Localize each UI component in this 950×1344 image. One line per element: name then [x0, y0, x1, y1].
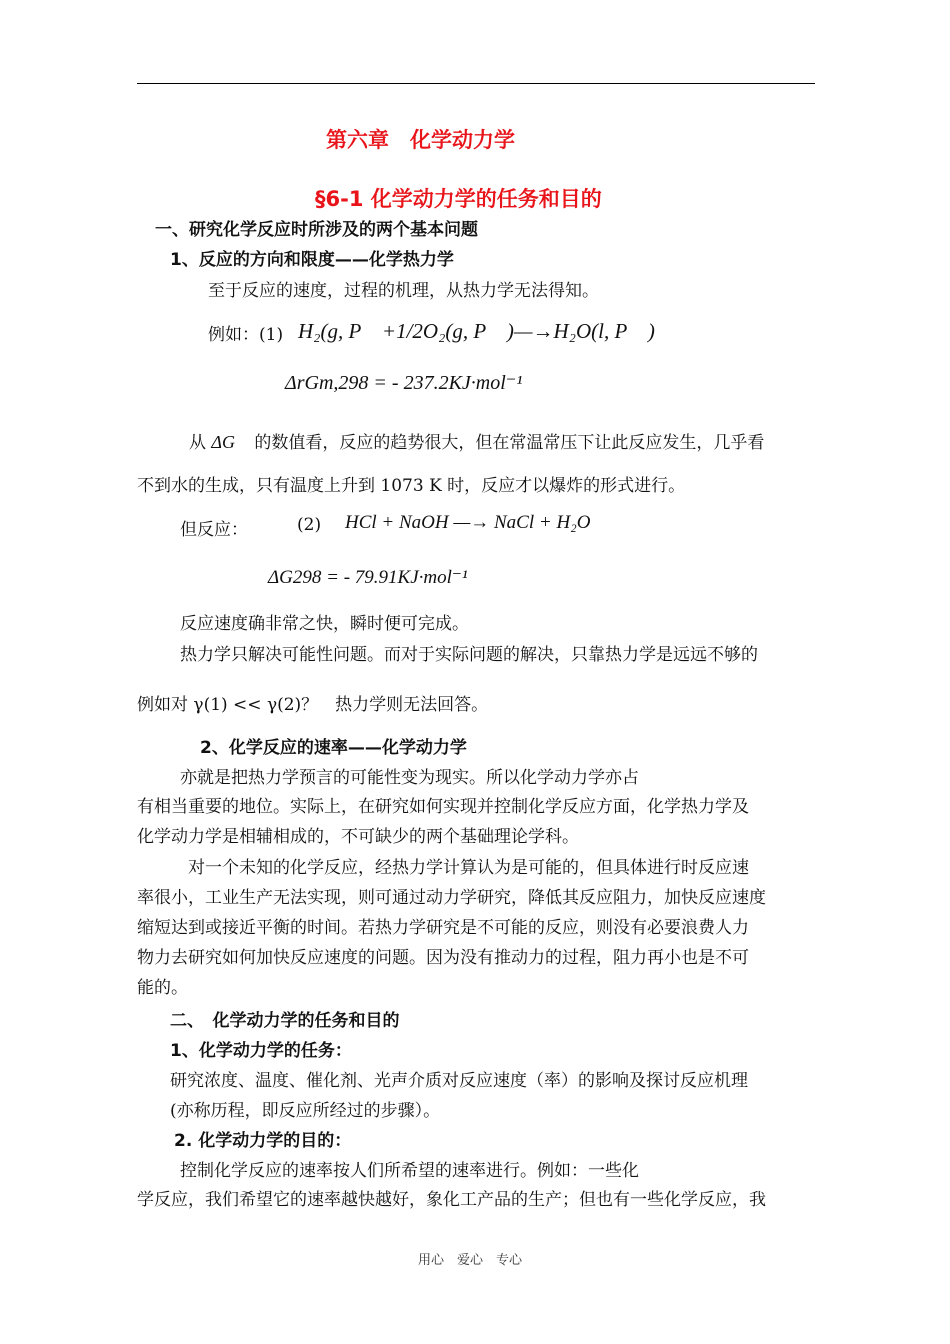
paragraph-8-line-2: (亦称历程，即反应所经过的步骤）。 — [170, 1101, 441, 1121]
paragraph-5: 例如对 γ(1) << γ(2)？ 热力学则无法回答。 — [137, 695, 489, 715]
heading-1: 一、研究化学反应时所涉及的两个基本问题 — [155, 220, 478, 240]
example-2-delta-g: ΔG298 = - 79.91KJ·mol⁻¹ — [268, 567, 468, 588]
section-title: §6-1 化学动力学的任务和目的 — [315, 187, 602, 211]
heading-1-2: 2、化学反应的速率——化学动力学 — [200, 738, 467, 758]
heading-2-2: 2. 化学动力学的目的： — [174, 1131, 352, 1151]
paragraph-2-post: 的数值看，反应的趋势很大，但在常温常压下让此反应发生，几乎看 — [254, 433, 765, 453]
paragraph-7-line-3: 缩短达到或接近平衡的时间。若热力学研究是不可能的反应，则没有必要浪费人力 — [137, 918, 749, 938]
heading-2-1: 1、化学动力学的任务： — [170, 1041, 352, 1061]
paragraph-4: 热力学只解决可能性问题。而对于实际问题的解决，只靠热力学是远远不够的 — [180, 645, 758, 665]
paragraph-6-line-3: 化学动力学是相辅相成的，不可缺少的两个基础理论学科。 — [137, 827, 579, 847]
chapter-title: 第六章 化学动力学 — [326, 128, 515, 152]
paragraph-9-line-2: 学反应，我们希望它的速率越快越好，象化工产品的生产；但也有一些化学反应，我 — [137, 1190, 766, 1210]
paragraph-6-line-1: 亦就是把热力学预言的可能性变为现实。所以化学动力学亦占 — [180, 768, 639, 788]
paragraph-1: 至于反应的速度，过程的机理，从热力学无法得知。 — [208, 281, 599, 301]
example-2-equation: HCl + NaOH —→ NaCl + H₂O — [345, 512, 591, 533]
paragraph-7-line-5: 能的。 — [137, 978, 188, 998]
paragraph-6-line-2: 有相当重要的地位。实际上，在研究如何实现并控制化学反应方面，化学热力学及 — [137, 797, 749, 817]
heading-1-1: 1、反应的方向和限度——化学热力学 — [170, 250, 454, 270]
paragraph-8-line-1: 研究浓度、温度、催化剂、光声介质对反应速度（率）的影响及探讨反应机理 — [170, 1071, 748, 1091]
example-1-equation: H₂(g, P +1/2O₂(g, P )—→H₂O(l, P ) — [298, 319, 655, 343]
paragraph-7-line-2: 率很小，工业生产无法实现，则可通过动力学研究，降低其反应阻力，加快反应速度 — [137, 888, 766, 908]
header-rule — [137, 83, 815, 84]
paragraph-2-pre: 从 — [189, 433, 206, 453]
paragraph-2-line-2: 不到水的生成，只有温度上升到 1073 K 时，反应才以爆炸的形式进行。 — [137, 476, 686, 496]
example-2-label: 但反应： — [180, 520, 248, 540]
paragraph-7-line-4: 物力去研究如何加快反应速度的问题。因为没有推动力的过程，阻力再小也是不可 — [137, 948, 749, 968]
example-2-number: (2) — [297, 515, 322, 535]
paragraph-2-line-1 — [189, 428, 764, 453]
paragraph-3: 反应速度确非常之快，瞬时便可完成。 — [180, 614, 469, 634]
paragraph-9-line-1: 控制化学反应的速率按人们所希望的速率进行。例如：一些化 — [180, 1161, 639, 1181]
heading-2: 二、 化学动力学的任务和目的 — [170, 1011, 400, 1031]
paragraph-7-line-1: 对一个未知的化学反应，经热力学计算认为是可能的，但具体进行时反应速 — [188, 858, 749, 878]
example-1-label: 例如：(1) — [208, 325, 284, 345]
delta-g-symbol: ΔG — [211, 432, 235, 452]
example-1-delta-g: ΔrGm,298 = - 237.2KJ·mol⁻¹ — [285, 372, 523, 394]
page-footer: 用心 爱心 专心 — [418, 1253, 523, 1268]
